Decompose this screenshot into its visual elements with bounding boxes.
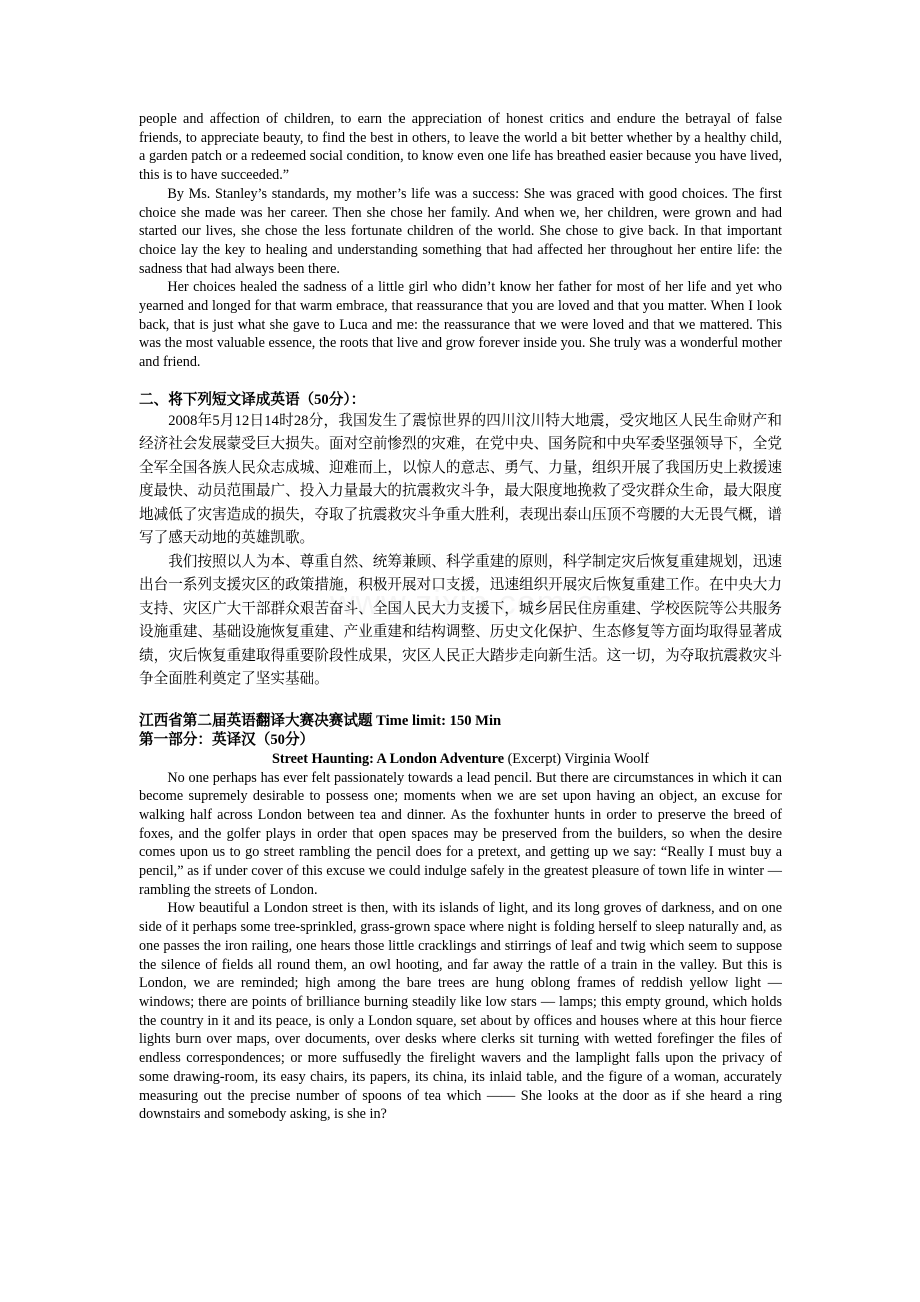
essay-paragraph-1: people and affection of children, to earn the appreciation of honest critics and endure the betrayal of false friends, to appreciate beauty, to find the best in others, to leave the world a bit better whether by a healthy child, a garden patch or a redeemed social condition, to know even one life has breathed easier because you have lived, this is to have succeeded.” (139, 111, 782, 184)
section-2-heading: 二、将下列短文译成英语（50分）： (139, 391, 366, 408)
excerpt-paragraph-1: No one perhaps has ever felt passionately towards a lead pencil. But there are circumstances in which it can become supremely desirable to possess one; moments when we are set upon having an object, an excuse for walking half across London between tea and dinner. As the foxhunter hunts in order to preserve the breed of foxes, and the golfer plays in order that open spaces may be preserved from the builders, so when the desire comes upon us to go street rambling the pencil does for a pretext, and getting up we say: “Really I must buy a pencil,” as if under cover of this excuse we could indulge safely in the greatest pleasure of town life in winter — rambling the streets of London. (139, 769, 782, 898)
spacer (139, 692, 782, 712)
chinese-paragraph-2: 我们按照以人为本、尊重自然、统筹兼顾、科学重建的原则，科学制定灾后恢复重建规划，迅速出台一系列支援灾区的政策措施，积极开展对口支援，迅速组织开展灾后恢复重建工作。在中央大力支持、灾区广大干部群众艰苦奋斗、全国人民大力支援下，城乡居民住房重建、学校医院等公共服务设施重建、基础设施恢复重建、产业重建和结构调整、历史文化保护、生态修复等方面均取得显著成绩，灾后恢复重建取得重要阶段性成果，灾区人民正大踏步走向新生活。这一切，为夺取抗震救灾斗争全面胜利奠定了坚实基础。 (139, 553, 782, 688)
chinese-paragraph-1: 2008年5月12日14时28分，我国发生了震惊世界的四川汶川特大地震，受灾地区人民生命财产和经济社会发展蒙受巨大损失。面对空前惨烈的灾难，在党中央、国务院和中央军委坚强领导下，全党全军全国各族人民众志成城、迎难而上，以惊人的意志、勇气、力量，组织开展了我国历史上救援速度最快、动员范围最广、投入力量最大的抗震救灾斗争，最大限度地挽救了受灾群众生命，最大限度地减低了灾害造成的损失，夺取了抗震救灾斗争重大胜利，表现出泰山压顶不弯腰的大无畏气概，谱写了感天动地的英雄凯歌。 (139, 412, 782, 547)
work-excerpt-author: (Excerpt) Virginia Woolf (504, 750, 650, 767)
part-1-heading: 第一部分：英译汉（50分） (139, 731, 315, 748)
excerpt-paragraph-2: How beautiful a London street is then, with its islands of light, and its long groves of darkness, and on one side of it perhaps some tree-sprinkled, grass-grown space where night is folding herself to sleep naturally and, as one passes the iron railing, one hears those little cracklings and stirrings of leaf and twig which seem to suppose the silence of fields all round them, an owl hooting, and far away the rattle of a train in the valley. But this is London, we are reminded; high among the bare trees are hung oblong frames of reddish yellow light — windows; there are points of brilliance burning steadily like low stars — lamps; this empty ground, which holds the country in it and its peace, is only a London square, set about by offices and houses where at this hour fierce lights burn over maps, over documents, over desks where clerks sit turning with wetted forefinger the files of endless correspondences; or more suffusedly the firelight wavers and the lamplight falls upon the privacy of some drawing-room, its easy chairs, its papers, its china, its inlaid table, and the figure of a woman, accurately measuring out the precise number of spoons of tea which —— She looks at the door as if she heard a ring downstairs and somebody asking, is she in? (139, 900, 782, 1123)
essay-paragraph-2: By Ms. Stanley’s standards, my mother’s life was a success: She was graced with good choices. The first choice she made was her career. Then she chose her family. And when we, her children, were grown and had started our lives, she chose the less fortunate children of the world. She chose to give back. In that important choice lay the key to healing and understanding something that had affected her throughout her entire life: the sadness that had always been there. (139, 185, 782, 277)
work-title-line (139, 750, 782, 769)
spacer (139, 372, 782, 391)
document-page (139, 110, 782, 1124)
contest-title: 江西省第二届英语翻译大赛决赛试题 Time limit: 150 Min (139, 712, 502, 729)
essay-paragraph-3: Her choices healed the sadness of a little girl who didn’t know her father for most of her life and yet who yearned and longed for that warm embrace, that reassurance that you are loved and that you matter. When I look back, that is just what she gave to Luca and me: the reassurance that we were loved and that we mattered. This was the most valuable essence, the roots that live and grow forever inside you. She truly was a wonderful mother and friend. (139, 279, 782, 371)
work-title: Street Haunting: A London Adventure (271, 750, 505, 767)
